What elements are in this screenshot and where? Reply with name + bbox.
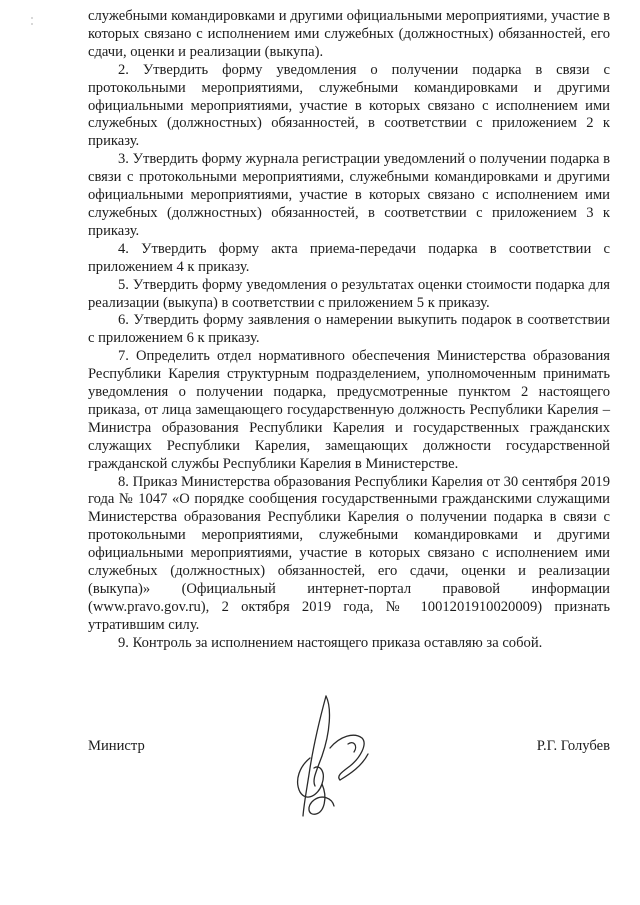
paragraph-7: 7. Определить отдел нормативного обеспечения Министерства образования Республики Карелия структурным подразделением, уполномоченным принимать уведомления о получении подарка, предусмотренные пунктом 2 настоящего приказа, от лица замещающего государственную должность Республики Карелия – Министра образования Республики Карелия и государственных гражданских служащих Республики Карелия, замещающих должности государственной гражданской службы Республики Карелия в Министерстве. [88,348,610,472]
paragraph-9: 9. Контроль за исполнением настоящего приказа оставляю за собой. [118,634,543,651]
signer-position: Министр [88,738,145,754]
scan-mark [30,16,40,28]
paragraph-3: 3. Утвердить форму журнала регистрации уведомлений о получении подарка в связи с протокольными мероприятиями, служебными командировками и другими официальными мероприятиями, участие в которых связано с исполнением ими служебных (должностных) обязанностей, в соответствии с приложением 3 к приказу. [88,151,610,239]
paragraph-continuation: служебными командировками и другими официальными мероприятиями, участие в которых связано с исполнением ими служебных (должностных) обязанностей, его сдачи, оценки и реализации (выкупа). [88,8,610,60]
document-body [88,8,610,653]
paragraph-2: 2. Утвердить форму уведомления о получении подарка в связи с протокольными мероприятиями, служебными командировками и другими официальными мероприятиями, участие в которых связано с исполнением ими служебных (должностных) обязанностей, в соответствии с приложением 2 к приказу. [88,61,610,150]
paragraph-6: 6. Утвердить форму заявления о намерении выкупить подарок в соответствии с приложением 6 к приказу. [88,312,610,347]
paragraph-8: 8. Приказ Министерства образования Республики Карелия от 30 сентября 2019 года № 1047 «О порядке сообщения государственными гражданскими служащими Министерства образования Республики Карелия о получении подарка в связи с протокольными мероприятиями, служебными командировками и другими официальными мероприятиями, участие в которых связано с исполнением ими служебных (должностных) обязанностей, его сдачи, оценки и реализации (выкупа)» (Официальный интернет-портал правовой информации (www.pravo.gov.ru), 2 октября 2019 года, № 1001201910020009) признать утратившим силу. [88,473,610,633]
paragraph-4: 4. Утвердить форму акта приема-передачи подарка в соответствии с приложением 4 к приказу. [88,240,610,275]
signer-name: Р.Г. Голубев [536,738,610,754]
handwritten-signature [270,688,380,823]
paragraph-5: 5. Утвердить форму уведомления о результатах оценки стоимости подарка для реализации (выкупа) в соответствии с приложением 5 к приказу. [88,276,610,311]
